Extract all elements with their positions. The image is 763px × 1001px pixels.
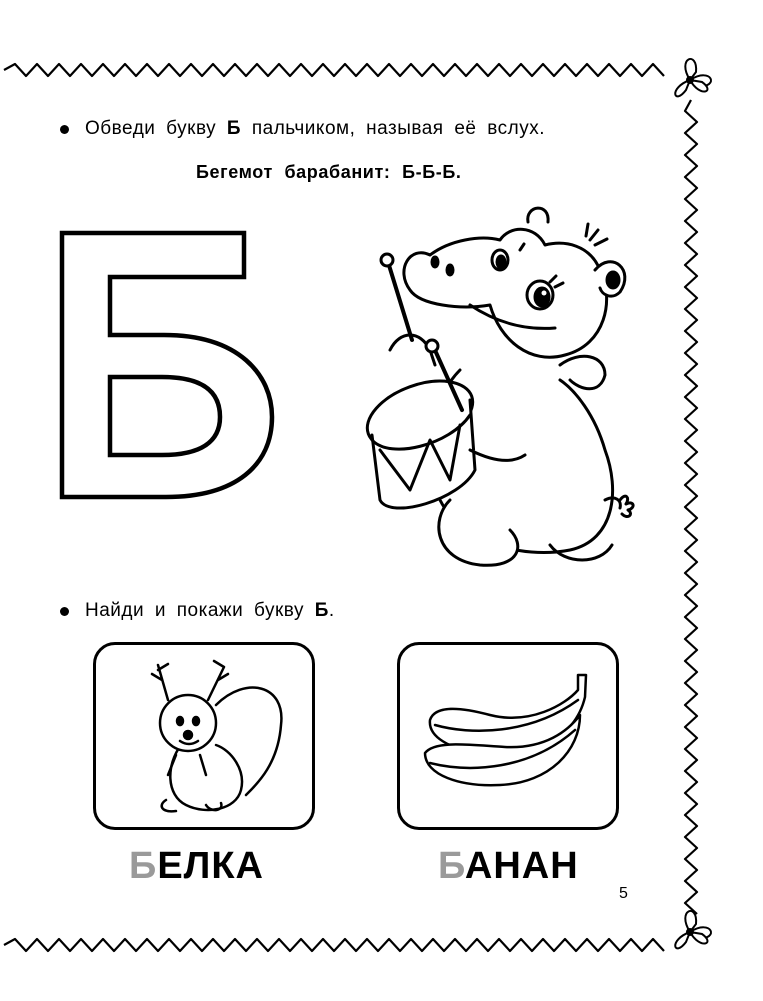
instruction-find-letter: Б bbox=[314, 600, 329, 621]
word-banana-rest: АНАН bbox=[464, 845, 579, 887]
word-banana-first-letter: Б bbox=[438, 845, 465, 887]
word-squirrel-first-letter: Б bbox=[129, 845, 158, 887]
word-banana bbox=[438, 845, 579, 888]
zigzag-line bbox=[4, 939, 664, 951]
instruction-find-before: Найди и покажи букву bbox=[85, 600, 315, 621]
zigzag-line bbox=[685, 100, 697, 914]
page-number: 5 bbox=[619, 885, 628, 902]
rhyme-line: Бегемот барабанит: Б-Б-Б. bbox=[196, 162, 462, 182]
word-squirrel bbox=[129, 845, 264, 888]
banana-icon bbox=[400, 645, 616, 827]
big-letter-outline bbox=[54, 225, 284, 505]
instruction-find-after: . bbox=[328, 600, 335, 621]
bullet-icon bbox=[60, 125, 69, 134]
bullet-icon bbox=[60, 607, 69, 616]
squirrel-icon bbox=[96, 645, 312, 827]
picture-card-squirrel bbox=[93, 642, 315, 830]
zigzag-line bbox=[4, 64, 664, 76]
picture-card-banana bbox=[397, 642, 619, 830]
flower-ornament-top bbox=[675, 59, 711, 96]
instruction-trace-after: пальчиком, называя её вслух. bbox=[241, 118, 546, 139]
flower-ornament-bottom bbox=[675, 911, 711, 948]
instruction-trace-before: Обведи букву bbox=[85, 118, 227, 139]
instruction-trace-letter: Б bbox=[226, 118, 242, 139]
hippo-drummer-illustration bbox=[350, 200, 650, 580]
instruction-find bbox=[60, 600, 335, 622]
instruction-trace bbox=[60, 118, 545, 140]
word-squirrel-rest: ЕЛКА bbox=[157, 845, 264, 887]
